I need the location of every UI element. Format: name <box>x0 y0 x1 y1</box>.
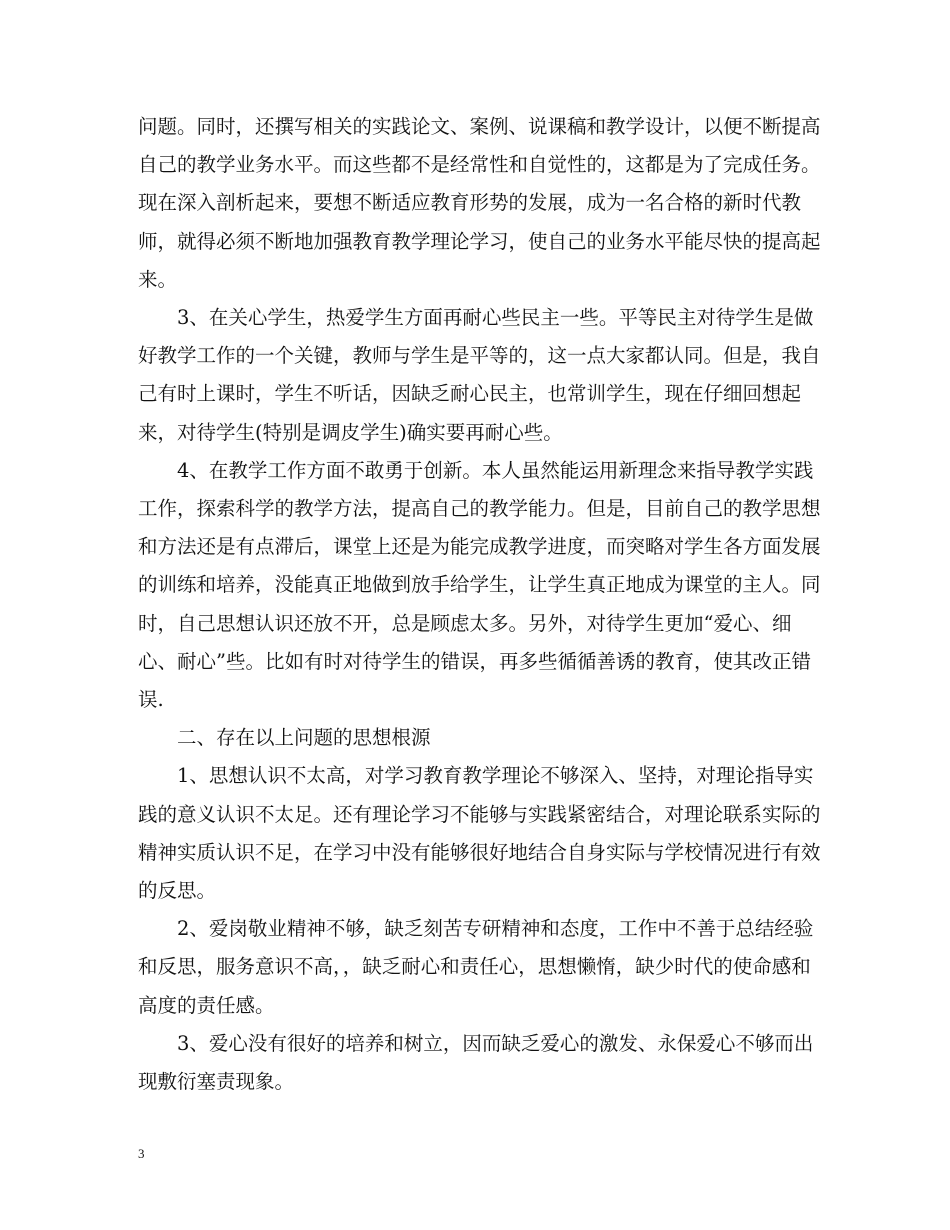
paragraph-1: 问题。同时，还撰写相关的实践论文、案例、说课稿和教学设计，以便不断提高自己的教学业务水平。而这些都不是经常性和自觉性的，这都是为了完成任务。现在深入剖析起来，要想不断适应教育形势的发展，成为一名合格的新时代教师，就得必须不断地加强教育教学理论学习，使自己的业务水平能尽快的提高起来。 <box>138 115 821 291</box>
section-heading: 二、存在以上问题的思想根源 <box>177 726 431 750</box>
paragraph-4: 1、思想认识不太高，对学习教育教学理论不够深入、坚持，对理论指导实践的意义认识不太足。还有理论学习不能够与实践紧密结合，对理论联系实际的精神实质认识不足，在学习中没有能够很好地结合自身实际与学校情况进行有效的反思。 <box>138 764 821 903</box>
paragraph-3: 4、在教学工作方面不敢勇于创新。本人虽然能运用新理念来指导教学实践工作，探索科学的教学方法，提高自己的教学能力。但是，目前自己的教学思想和方法还是有点滞后，课堂上还是为能完成教学进度，而突略对学生各方面发展的训练和培养，没能真正地做到放手给学生，让学生真正地成为课堂的主人。同时，自己思想认识还放不开，总是顾虑太多。另外，对待学生更加“爱心、细心、耐心”些。比如有时对待学生的错误，再多些循循善诱的教育，使其改正错误. <box>138 458 821 712</box>
paragraph-2: 3、在关心学生，热爱学生方面再耐心些民主一些。平等民主对待学生是做好教学工作的一个关键，教师与学生是平等的，这一点大家都认同。但是，我自己有时上课时，学生不听话，因缺乏耐心民主，也常训学生，现在仔细回想起来，对待学生(特别是调皮学生)确实要再耐心些。 <box>138 306 821 444</box>
paragraph-6: 3、爱心没有很好的培养和树立，因而缺乏爱心的激发、永保爱心不够而出现敷衍塞责现象。 <box>138 1031 814 1094</box>
paragraph-5: 2、爱岗敬业精神不够，缺乏刻苦专研精神和态度，工作中不善于总结经验和反思，服务意识不高，，缺乏耐心和责任心，思想懒惰，缺少时代的使命感和高度的责任感。 <box>138 917 814 1017</box>
page-number: 3 <box>138 1146 145 1161</box>
document-body <box>138 108 828 1101</box>
